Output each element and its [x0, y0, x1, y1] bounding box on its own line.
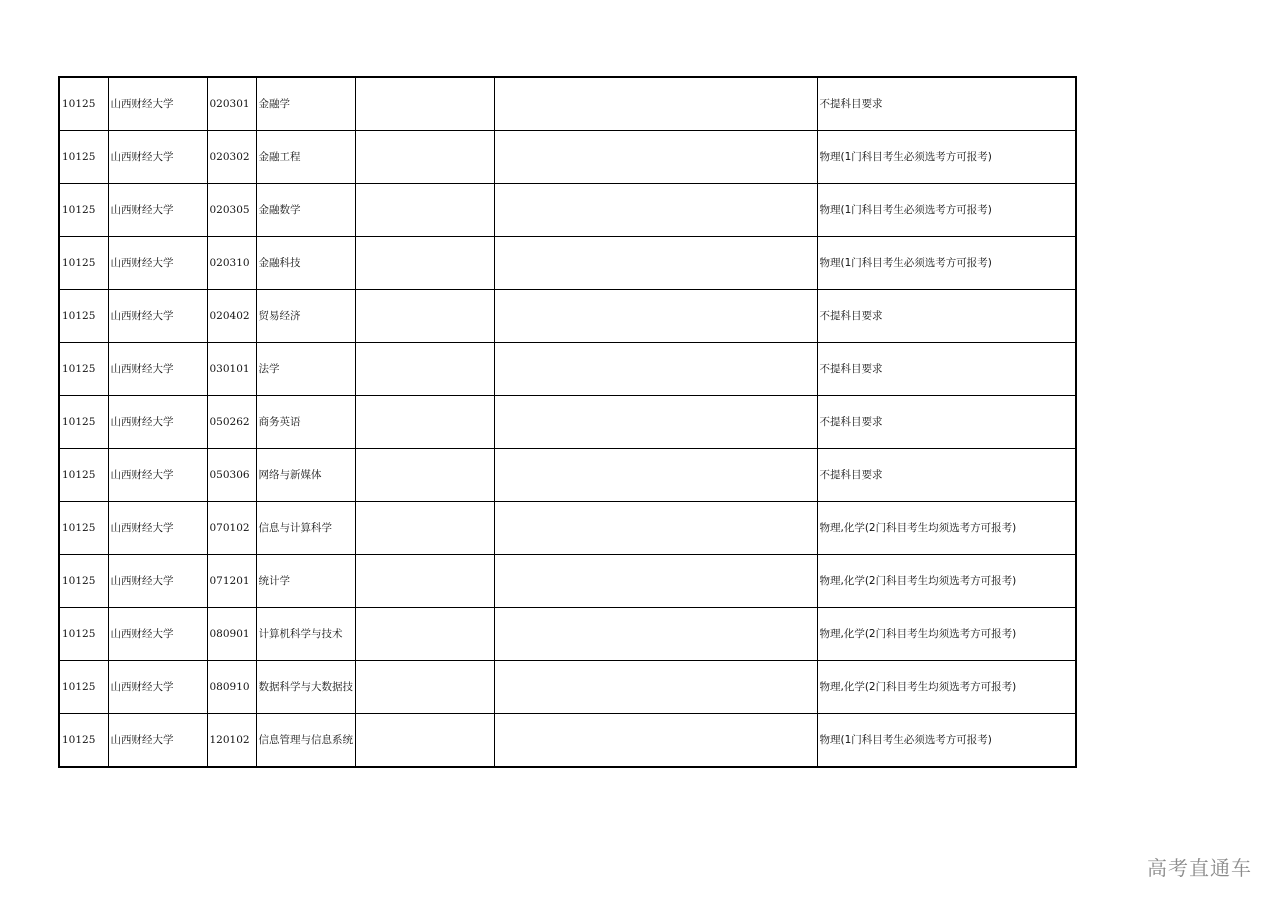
table-row [59, 449, 1076, 502]
empty-cell [494, 608, 817, 661]
major-name-cell: 信息管理与信息系统 [256, 714, 355, 768]
empty-cell [355, 396, 494, 449]
school-code-cell: 10125 [59, 131, 108, 184]
major-name-cell: 金融科技 [256, 237, 355, 290]
school-name-cell: 山西财经大学 [108, 77, 207, 131]
school-name-cell: 山西财经大学 [108, 555, 207, 608]
major-name-cell: 商务英语 [256, 396, 355, 449]
subject-requirement-cell: 物理,化学(2门科目考生均须选考方可报考) [817, 502, 1076, 555]
major-name-cell: 统计学 [256, 555, 355, 608]
major-name-cell: 金融学 [256, 77, 355, 131]
empty-cell [494, 343, 817, 396]
major-code-cell: 071201 [207, 555, 256, 608]
table-row [59, 714, 1076, 768]
empty-cell [494, 502, 817, 555]
school-name-cell: 山西财经大学 [108, 131, 207, 184]
major-name-cell: 数据科学与大数据技 [256, 661, 355, 714]
subject-requirement-cell: 物理(1门科目考生必须选考方可报考) [817, 131, 1076, 184]
table-row [59, 555, 1076, 608]
major-code-cell: 020310 [207, 237, 256, 290]
major-name-cell: 金融工程 [256, 131, 355, 184]
empty-cell [355, 131, 494, 184]
school-code-cell: 10125 [59, 449, 108, 502]
empty-cell [494, 396, 817, 449]
empty-cell [494, 555, 817, 608]
empty-cell [494, 661, 817, 714]
subject-requirement-cell: 不提科目要求 [817, 343, 1076, 396]
subject-requirement-cell: 物理,化学(2门科目考生均须选考方可报考) [817, 661, 1076, 714]
school-name-cell: 山西财经大学 [108, 502, 207, 555]
major-code-cell: 030101 [207, 343, 256, 396]
table-row [59, 343, 1076, 396]
empty-cell [494, 449, 817, 502]
empty-cell [494, 237, 817, 290]
school-code-cell: 10125 [59, 77, 108, 131]
major-code-cell: 080910 [207, 661, 256, 714]
empty-cell [355, 449, 494, 502]
school-code-cell: 10125 [59, 184, 108, 237]
table-row [59, 608, 1076, 661]
empty-cell [355, 237, 494, 290]
major-code-cell: 020305 [207, 184, 256, 237]
school-code-cell: 10125 [59, 714, 108, 768]
major-name-cell: 信息与计算科学 [256, 502, 355, 555]
subject-requirement-cell: 不提科目要求 [817, 290, 1076, 343]
subject-requirement-cell: 物理(1门科目考生必须选考方可报考) [817, 714, 1076, 768]
major-code-cell: 020302 [207, 131, 256, 184]
school-name-cell: 山西财经大学 [108, 449, 207, 502]
subject-requirement-cell: 不提科目要求 [817, 77, 1076, 131]
subject-requirement-cell: 不提科目要求 [817, 396, 1076, 449]
school-name-cell: 山西财经大学 [108, 608, 207, 661]
school-name-cell: 山西财经大学 [108, 184, 207, 237]
school-code-cell: 10125 [59, 237, 108, 290]
empty-cell [355, 555, 494, 608]
major-name-cell: 贸易经济 [256, 290, 355, 343]
school-name-cell: 山西财经大学 [108, 661, 207, 714]
table-row [59, 396, 1076, 449]
school-code-cell: 10125 [59, 290, 108, 343]
empty-cell [494, 184, 817, 237]
major-code-cell: 080901 [207, 608, 256, 661]
school-code-cell: 10125 [59, 661, 108, 714]
major-code-cell: 050306 [207, 449, 256, 502]
major-code-cell: 050262 [207, 396, 256, 449]
table-row [59, 502, 1076, 555]
subject-requirement-cell: 物理,化学(2门科目考生均须选考方可报考) [817, 608, 1076, 661]
major-code-cell: 020402 [207, 290, 256, 343]
empty-cell [355, 343, 494, 396]
school-code-cell: 10125 [59, 608, 108, 661]
school-name-cell: 山西财经大学 [108, 290, 207, 343]
empty-cell [355, 77, 494, 131]
table-row [59, 77, 1076, 131]
school-code-cell: 10125 [59, 555, 108, 608]
subject-requirement-cell: 不提科目要求 [817, 449, 1076, 502]
major-code-cell: 020301 [207, 77, 256, 131]
empty-cell [355, 714, 494, 768]
empty-cell [355, 184, 494, 237]
table-row [59, 237, 1076, 290]
empty-cell [494, 714, 817, 768]
school-code-cell: 10125 [59, 502, 108, 555]
school-code-cell: 10125 [59, 396, 108, 449]
majors-table [58, 76, 1077, 768]
watermark-text: 高考直通车 [1147, 856, 1252, 880]
table-row [59, 184, 1076, 237]
major-name-cell: 网络与新媒体 [256, 449, 355, 502]
school-name-cell: 山西财经大学 [108, 343, 207, 396]
empty-cell [494, 131, 817, 184]
subject-requirement-cell: 物理(1门科目考生必须选考方可报考) [817, 184, 1076, 237]
subject-requirement-cell: 物理(1门科目考生必须选考方可报考) [817, 237, 1076, 290]
empty-cell [355, 290, 494, 343]
major-code-cell: 070102 [207, 502, 256, 555]
empty-cell [494, 290, 817, 343]
major-name-cell: 法学 [256, 343, 355, 396]
school-name-cell: 山西财经大学 [108, 396, 207, 449]
table-row [59, 131, 1076, 184]
school-name-cell: 山西财经大学 [108, 237, 207, 290]
subject-requirement-cell: 物理,化学(2门科目考生均须选考方可报考) [817, 555, 1076, 608]
empty-cell [355, 661, 494, 714]
major-name-cell: 计算机科学与技术 [256, 608, 355, 661]
empty-cell [494, 77, 817, 131]
school-code-cell: 10125 [59, 343, 108, 396]
school-name-cell: 山西财经大学 [108, 714, 207, 768]
major-code-cell: 120102 [207, 714, 256, 768]
empty-cell [355, 608, 494, 661]
major-name-cell: 金融数学 [256, 184, 355, 237]
empty-cell [355, 502, 494, 555]
table-body [59, 77, 1076, 767]
table-row [59, 661, 1076, 714]
table-row [59, 290, 1076, 343]
